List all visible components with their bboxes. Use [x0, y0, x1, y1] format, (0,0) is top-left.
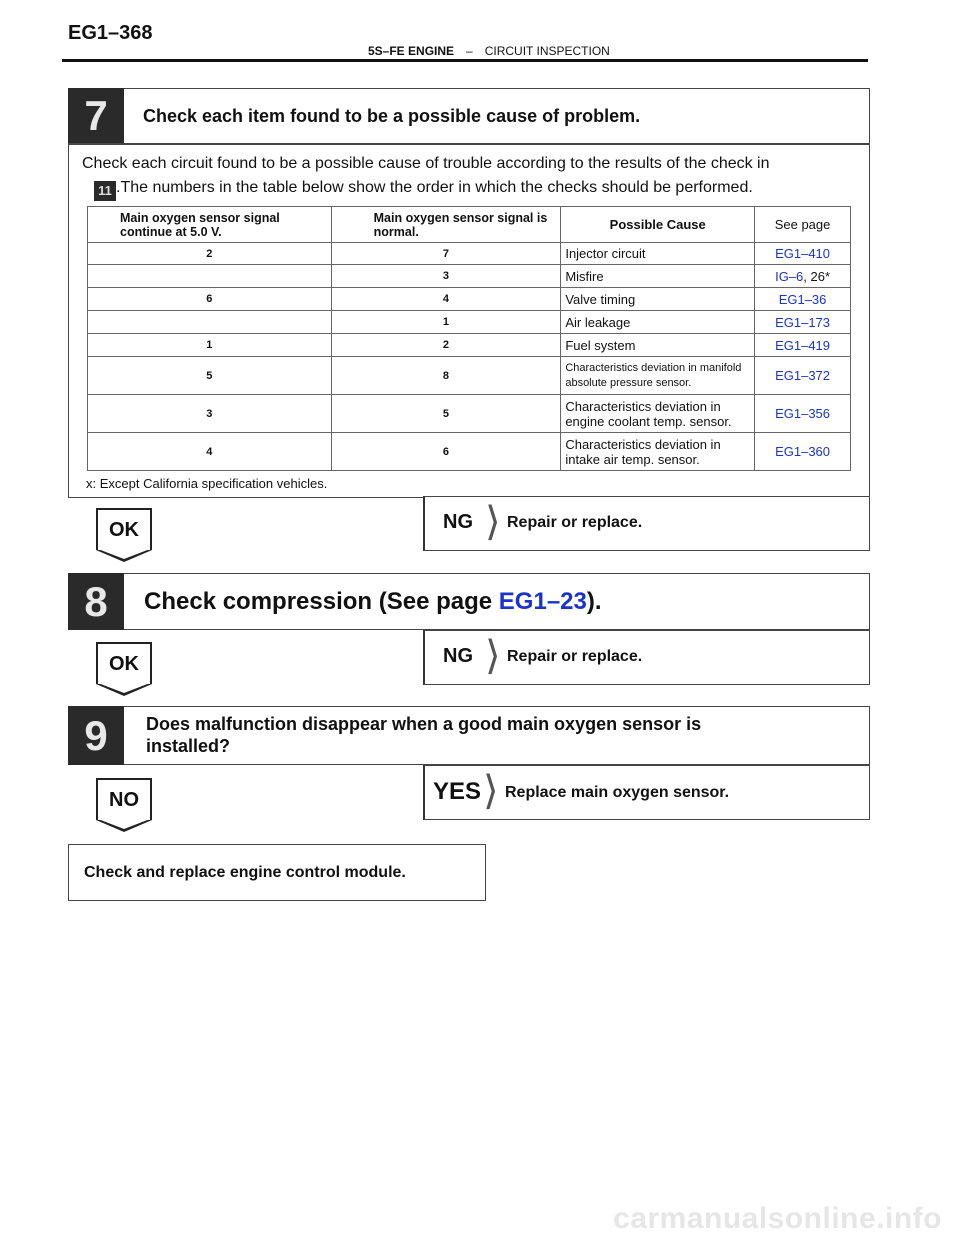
running-header: [368, 44, 610, 58]
page-link[interactable]: EG1–356: [775, 406, 831, 421]
step9-no-tag: NO: [96, 778, 152, 820]
step7-title: Check each item found to be a possible cause of problem.: [143, 106, 641, 126]
possible-cause: Characteristics deviation in manifold absolute pressure sensor.: [561, 357, 755, 395]
order-main-5v: 3: [88, 395, 332, 433]
header-col1: Main oxygen sensor signal continue at 5.0 V.: [88, 207, 332, 243]
watermark: carmanualsonline.info: [613, 1202, 942, 1235]
order-main-5v: [88, 311, 332, 334]
possible-cause: Air leakage: [561, 311, 755, 334]
header-separator: –: [466, 44, 473, 58]
step8-page-link[interactable]: EG1–23: [498, 588, 587, 615]
order-main-normal: 2: [331, 334, 561, 357]
header-col3: Possible Cause: [561, 207, 755, 243]
page-link[interactable]: EG1–360: [775, 444, 831, 459]
page-link[interactable]: EG1–36: [778, 291, 827, 307]
section-title: 5S–FE ENGINE: [368, 44, 455, 58]
step7-intro-line2: .The numbers in the table below show the order in which the checks should be performed.: [116, 179, 753, 196]
chevron-right-icon: ⟩: [483, 769, 499, 813]
possible-cause: Fuel system: [561, 334, 755, 357]
table-footnote: x: Except California specification vehicles.: [86, 476, 328, 491]
table-row: [88, 395, 851, 433]
order-main-5v: 6: [88, 288, 332, 311]
step8-title: [144, 588, 602, 616]
page-extra: , 26*: [803, 268, 831, 284]
table-row: [88, 357, 851, 395]
step7-number: 7: [68, 88, 124, 143]
order-main-normal: 7: [331, 243, 561, 265]
step9-yes-tag: YES: [433, 778, 482, 805]
step8-ok-tag: OK: [96, 642, 152, 684]
header-col2: Main oxygen sensor signal is normal.: [331, 207, 561, 243]
order-main-normal: 4: [331, 288, 561, 311]
order-main-normal: 8: [331, 357, 561, 395]
page-id: EG1–368: [68, 22, 153, 44]
step7-ng-box: [423, 496, 870, 551]
step9-yes-box: [423, 765, 870, 820]
chevron-right-icon: ⟩: [485, 500, 501, 544]
step-ref-badge: 11: [94, 181, 116, 201]
table-header-row: [88, 207, 851, 243]
possible-cause: Characteristics deviation in engine coolant temp. sensor.: [561, 395, 755, 433]
step9-title-line1: Does malfunction disappear when a good main oxygen sensor is: [146, 714, 702, 734]
step9-title: [146, 713, 701, 757]
order-main-5v: 2: [88, 243, 332, 265]
step9-title-line2: installed?: [146, 736, 231, 756]
table-row: [88, 288, 851, 311]
order-main-normal: 5: [331, 395, 561, 433]
order-main-5v: [88, 265, 332, 288]
order-main-normal: 6: [331, 433, 561, 471]
page-link[interactable]: EG1–419: [775, 337, 831, 353]
table-row: [88, 265, 851, 288]
page-link[interactable]: EG1–173: [775, 314, 831, 330]
step7-ng-tag: NG: [443, 511, 473, 533]
step8-title-prefix: Check compression (See page: [144, 588, 499, 615]
page-link[interactable]: EG1–410: [775, 246, 831, 261]
possible-cause: Valve timing: [561, 288, 755, 311]
order-main-5v: 4: [88, 433, 332, 471]
table-row: [88, 334, 851, 357]
order-main-5v: 5: [88, 357, 332, 395]
step7-intro-line2-wrap: [82, 176, 852, 201]
step7-ng-action: Repair or replace.: [507, 514, 643, 531]
step8-number: 8: [68, 573, 124, 630]
page-link[interactable]: IG–6: [775, 268, 804, 284]
step8-ng-tag: NG: [443, 645, 473, 667]
step8-ng-action: Repair or replace.: [507, 648, 643, 665]
possible-cause: Characteristics deviation in intake air temp. sensor.: [561, 433, 755, 471]
header-rule: [62, 59, 868, 62]
header-col4: See page: [755, 207, 851, 243]
table-row: [88, 243, 851, 265]
step7-intro-line1: Check each circuit found to be a possible cause of trouble according to the results of the check in: [82, 155, 770, 172]
possible-cause: Injector circuit: [561, 243, 755, 265]
step7-intro: [82, 152, 852, 201]
final-action-text: Check and replace engine control module.: [84, 864, 406, 881]
page-link[interactable]: EG1–372: [775, 368, 831, 383]
step9-number: 9: [68, 706, 124, 765]
table-row: [88, 311, 851, 334]
subsection-title: CIRCUIT INSPECTION: [484, 44, 610, 58]
step7-title-divider: [68, 143, 870, 145]
possible-cause-table: [87, 206, 851, 471]
table-row: [88, 433, 851, 471]
step8-title-suffix: ).: [586, 588, 602, 615]
step8-ng-box: [423, 630, 870, 685]
step9-yes-action: Replace main oxygen sensor.: [505, 784, 730, 801]
order-main-normal: 1: [331, 311, 561, 334]
final-action-box: [68, 844, 486, 901]
order-main-normal: 3: [331, 265, 561, 288]
order-main-5v: 1: [88, 334, 332, 357]
chevron-right-icon: ⟩: [485, 634, 501, 678]
possible-cause: Misfire: [561, 265, 755, 288]
step7-ok-tag: OK: [96, 508, 152, 550]
